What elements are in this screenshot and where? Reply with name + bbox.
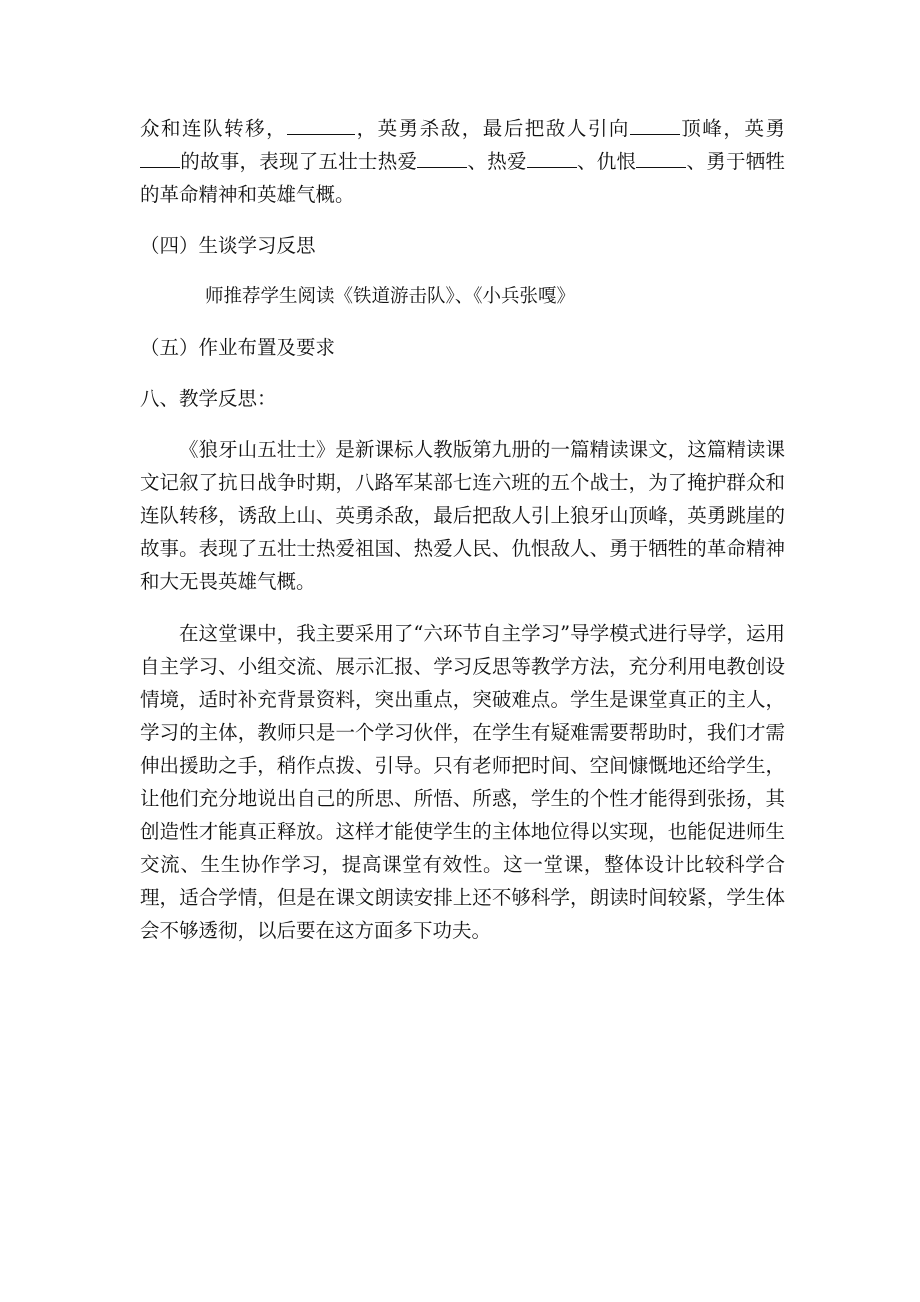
- fill-text-1: 众和连队转移，: [140, 117, 288, 140]
- reading-recommendation: 师推荐学生阅读《铁道游击队》、《小兵张嘎》: [205, 286, 576, 307]
- fill-text-4: 的故事，表现了五壮士热爱: [180, 150, 418, 173]
- fill-text-2: ，英勇杀敌，最后把敌人引向: [355, 117, 630, 140]
- document-page: [140, 112, 785, 947]
- section-4-heading: （四）生谈学习反思: [140, 234, 316, 257]
- fill-text-7: 、勇于牺牲的革命精神和英雄气概。: [140, 150, 785, 206]
- reflection-paragraph-1: 《狼牙山五壮士》是新课标人教版第九册的一篇精读课文，这篇精读课文记叙了抗日战争时期，八路军某部七连六班的五个战士，为了掩护群众和连队转移，诱敌上山、英勇杀敌，最后把敌人引上狼牙山顶峰，英勇跳崖的故事。表现了五壮士热爱祖国、热爱人民、仇恨敌人、勇于牺牲的革命精神和大无畏英雄气概。: [140, 438, 785, 593]
- reflection-paragraph-2: 在这堂课中，我主要采用了“六环节自主学习”导学模式进行导学，运用自主学习、小组交流、展示汇报、学习反思等教学方法，充分利用电教创设情境，适时补充背景资料，突出重点，突破难点。学生是课堂真正的主人，学习的主体，教师只是一个学习伙伴，在学生有疑难需要帮助时，我们才需伸出援助之手，稍作点拨、引导。只有老师把时间、空间慷慨地还给学生，让他们充分地说出自己的所思、所悟、所惑，学生的个性才能得到张扬，其创造性才能真正释放。这样才能使学生的主体地位得以实现，也能促进师生交流、生生协作学习，提高课堂有效性。这一堂课，整体设计比较科学合理，适合学情，但是在课文朗读安排上还不够科学，朗读时间较紧，学生体会不够透彻，以后要在这方面多下功夫。: [140, 622, 785, 942]
- fill-text-5: 、热爱: [467, 150, 527, 173]
- fill-in-paragraph: [140, 112, 785, 211]
- fill-text-3: 顶峰，英勇: [679, 117, 785, 140]
- fill-blank-6: [636, 145, 686, 168]
- fill-blank-4: [417, 145, 467, 168]
- section-5-heading: （五）作业布置及要求: [140, 336, 336, 359]
- fill-text-6: 、仇恨: [576, 150, 637, 173]
- section-8-heading: 八、教学反思：: [140, 387, 277, 410]
- fill-blank-3: [140, 145, 180, 168]
- fill-blank-1: [287, 112, 355, 135]
- fill-blank-5: [527, 145, 577, 168]
- fill-blank-2: [630, 112, 680, 135]
